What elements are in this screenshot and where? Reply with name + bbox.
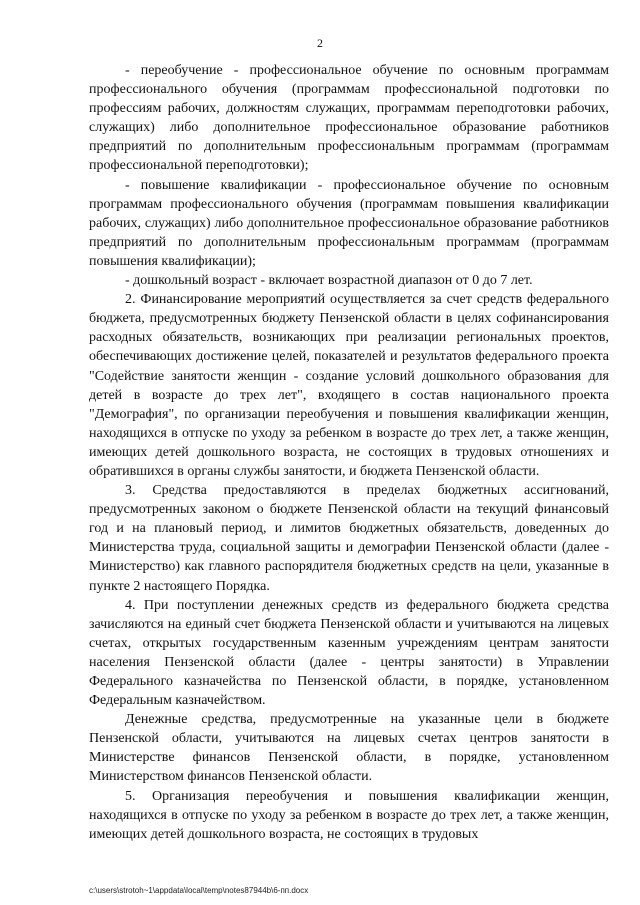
paragraph-qualification-definition: - повышение квалификации - профессиональное обучение по основным программам профессионального обучения (программам повышения квалификации рабочих, служащих) либо дополнительное профессиональное образование работников предприятий по дополнительным профессиональным программам (программам повышения квалификации); — [89, 177, 609, 269]
paragraph-clause-5: 5. Организация переобучения и повышения квалификации женщин, находящихся в отпуске по уходу за ребенком в возрасте до трех лет, а также женщин, имеющих детей дошкольного возраста, не состоящих в трудовых — [89, 788, 609, 842]
page-number: 2 — [317, 36, 323, 50]
paragraph-retraining-definition: - переобучение - профессиональное обучение по основным программам профессионального обучения (программам профессиональной подготовки по профессиям рабочих, должностям служащих, программам переподготовки рабочих, служащих) либо дополнительное профессиональное образование работников предприятий по дополнительным профессиональным программам (программам профессиональной переподготовки); — [89, 63, 609, 174]
paragraph-funds-accounting: Денежные средства, предусмотренные на указанные цели в бюджете Пензенской области, учитываются на лицевых счетах центров занятости в Министерстве финансов Пензенской области, в порядке, установленном Министерством финансов Пензенской области. — [89, 712, 609, 785]
paragraph-clause-3: 3. Средства предоставляются в пределах бюджетных ассигнований, предусмотренных законом о бюджете Пензенской области на текущий финансовый год и на плановый период, и лимитов бюджетных обязательств, доведенных до Министерства труда, социальной защиты и демографии Пензенской области (далее - Министерство) как главного распорядителя бюджетных средств на цели, указанные в пункте 2 настоящего Порядка. — [89, 483, 609, 594]
footer-file-path: c:\users\strotoh~1\appdata\local\temp\notes87944b\6-пп.docx — [89, 886, 309, 895]
paragraph-clause-4: 4. При поступлении денежных средств из федерального бюджета средства зачисляются на единый счет бюджета Пензенской области и учитываются на лицевых счетах, открытых государственным казенным учреждениям центрам занятости населения Пензенской области (далее - центры занятости) в Управлении Федерального казначейства по Пензенской области, в порядке, установленном Федеральным казначейством. — [89, 597, 609, 709]
document-body — [89, 61, 609, 844]
paragraph-clause-2: 2. Финансирование мероприятий осуществляется за счет средств федерального бюджета, предусмотренных бюджету Пензенской области в целях софинансирования расходных обязательств, возникающих при реализации региональных проектов, обеспечивающих достижение целей, показателей и результатов федерального проекта "Содействие занятости женщин - создание условий дошкольного образования для детей в возрасте до трех лет", входящего в состав национального проекта "Демография", по организации переобучения и повышения квалификации женщин, находящихся в отпуске по уходу за ребенком в возрасте до трех лет, а также женщин, имеющих детей дошкольного возраста, не состоящих в трудовых отношениях и обратившихся в органы службы занятости, и бюджета Пензенской области. — [89, 292, 609, 479]
paragraph-preschool-age-definition: - дошкольный возраст - включает возрастной диапазон от 0 до 7 лет. — [125, 273, 533, 289]
